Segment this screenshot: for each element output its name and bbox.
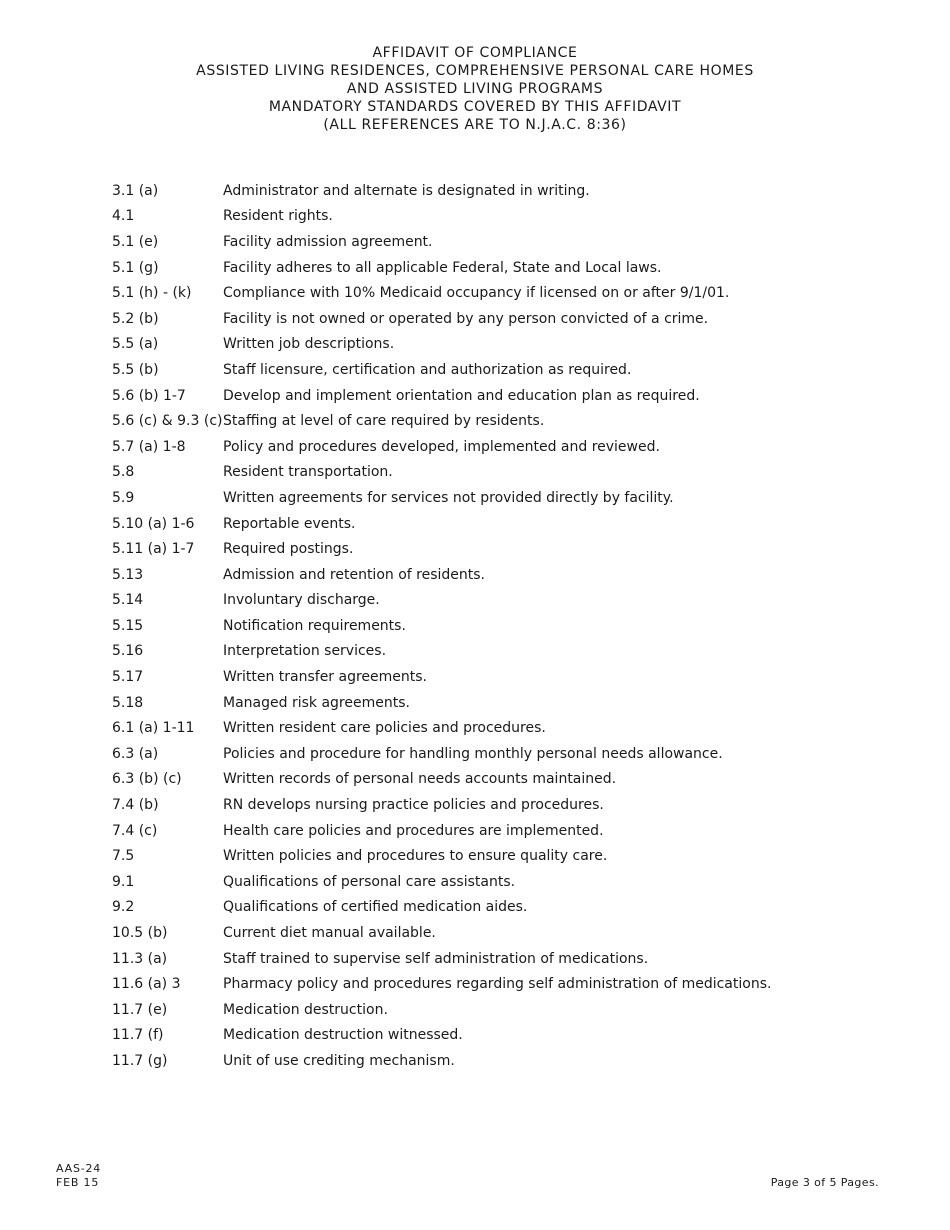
standard-reference: 5.1 (h) - (k): [112, 285, 192, 302]
standard-row: [112, 843, 832, 869]
standard-description: Written transfer agreements.: [223, 669, 428, 686]
standard-row: [112, 434, 832, 460]
standard-reference: 7.4 (b): [112, 797, 159, 814]
standard-row: [112, 332, 832, 358]
standard-reference: 5.10 (a) 1-6: [112, 515, 195, 532]
standard-description: Written policies and procedures to ensure quality care.: [223, 848, 608, 865]
standard-row: [112, 869, 832, 895]
standard-reference: 5.8: [112, 464, 135, 481]
standard-row: [112, 383, 832, 409]
standard-reference: 5.18: [112, 694, 144, 711]
standard-row: [112, 767, 832, 793]
form-date: FEB 15: [56, 1176, 100, 1189]
standard-reference: 5.17: [112, 669, 144, 686]
standard-reference: 5.7 (a) 1-8: [112, 438, 186, 455]
standard-description: Interpretation services.: [223, 643, 387, 660]
standard-reference: 9.2: [112, 899, 135, 916]
standard-row: [112, 229, 832, 255]
header-subtitle-line-3: MANDATORY STANDARDS COVERED BY THIS AFFIDAVIT: [268, 99, 682, 115]
standard-row: [112, 357, 832, 383]
standard-reference: 5.1 (e): [112, 233, 159, 250]
standard-reference: 5.11 (a) 1-7: [112, 541, 195, 558]
standard-description: Written records of personal needs accounts maintained.: [223, 771, 617, 788]
standard-reference: 5.9: [112, 489, 135, 506]
standard-row: [112, 639, 832, 665]
standard-description: Written job descriptions.: [223, 336, 395, 353]
standard-row: [112, 664, 832, 690]
standard-description: Staff trained to supervise self administration of medications.: [223, 950, 649, 967]
standard-row: [112, 485, 832, 511]
standard-description: Medication destruction witnessed.: [223, 1027, 463, 1044]
standard-row: [112, 588, 832, 614]
standard-description: Administrator and alternate is designated in writing.: [223, 182, 590, 199]
standard-row: [112, 715, 832, 741]
standard-description: Resident transportation.: [223, 464, 393, 481]
standard-reference: 5.1 (g): [112, 259, 159, 276]
standard-row: [112, 1048, 832, 1074]
standard-reference: 5.5 (b): [112, 361, 159, 378]
form-code: AAS-24: [56, 1162, 102, 1175]
standard-reference: 5.14: [112, 592, 144, 609]
standard-row: [112, 178, 832, 204]
standard-row: [112, 792, 832, 818]
standard-description: Staff licensure, certification and authorization as required.: [223, 361, 632, 378]
standard-row: [112, 204, 832, 230]
standard-row: [112, 895, 832, 921]
standard-description: Qualifications of certified medication aides.: [223, 899, 528, 916]
standard-row: [112, 280, 832, 306]
standard-description: Health care policies and procedures are implemented.: [223, 822, 604, 839]
standard-reference: 7.4 (c): [112, 822, 158, 839]
standard-reference: 5.2 (b): [112, 310, 159, 327]
standard-description: Managed risk agreements.: [223, 694, 410, 711]
standard-description: Written agreements for services not provided directly by facility.: [223, 489, 674, 506]
standard-row: [112, 920, 832, 946]
standard-description: Written resident care policies and procedures.: [223, 720, 546, 737]
standard-reference: 10.5 (b): [112, 925, 168, 942]
standard-description: Current diet manual available.: [223, 925, 436, 942]
standards-list: [112, 178, 832, 1074]
standard-description: Medication destruction.: [223, 1001, 388, 1018]
form-identifier: [56, 1162, 101, 1190]
standard-row: [112, 562, 832, 588]
standard-description: Resident rights.: [223, 208, 333, 225]
standard-row: [112, 460, 832, 486]
standard-description: Facility adheres to all applicable Federal, State and Local laws.: [223, 259, 662, 276]
standard-row: [112, 997, 832, 1023]
standard-description: Pharmacy policy and procedures regarding self administration of medications.: [223, 976, 772, 993]
standard-row: [112, 818, 832, 844]
standard-reference: 6.3 (a): [112, 745, 159, 762]
standard-reference: 5.5 (a): [112, 336, 159, 353]
standard-description: Compliance with 10% Medicaid occupancy if licensed on or after 9/1/01.: [223, 285, 730, 302]
standard-reference: 5.6 (b) 1-7: [112, 387, 186, 404]
standard-description: Notification requirements.: [223, 617, 406, 634]
standard-reference: 4.1: [112, 208, 135, 225]
standard-row: [112, 511, 832, 537]
standard-reference: 6.3 (b) (c): [112, 771, 182, 788]
standard-reference: 11.6 (a) 3: [112, 976, 181, 993]
standard-row: [112, 306, 832, 332]
document-header: [0, 44, 950, 134]
standard-row: [112, 255, 832, 281]
header-subtitle-line-2: AND ASSISTED LIVING PROGRAMS: [346, 81, 604, 97]
standard-description: Involuntary discharge.: [223, 592, 380, 609]
header-reference-note: (ALL REFERENCES ARE TO N.J.A.C. 8:36): [323, 117, 627, 133]
standard-reference: 5.16: [112, 643, 144, 660]
standard-description: Unit of use crediting mechanism.: [223, 1052, 455, 1069]
standard-reference: 5.6 (c) & 9.3 (c): [112, 413, 223, 430]
standard-row: [112, 971, 832, 997]
standard-row: [112, 741, 832, 767]
standard-description: Reportable events.: [223, 515, 356, 532]
standard-row: [112, 1023, 832, 1049]
standard-row: [112, 690, 832, 716]
standard-description: RN develops nursing practice policies and procedures.: [223, 797, 604, 814]
standard-description: Develop and implement orientation and education plan as required.: [223, 387, 700, 404]
standard-reference: 5.13: [112, 566, 144, 583]
standard-description: Policies and procedure for handling monthly personal needs allowance.: [223, 745, 723, 762]
standard-description: Facility admission agreement.: [223, 233, 433, 250]
standard-reference: 11.7 (f): [112, 1027, 164, 1044]
standard-description: Facility is not owned or operated by any person convicted of a crime.: [223, 310, 709, 327]
standard-reference: 11.7 (e): [112, 1001, 168, 1018]
standard-reference: 7.5: [112, 848, 135, 865]
standard-reference: 9.1: [112, 873, 135, 890]
standard-description: Qualifications of personal care assistants.: [223, 873, 516, 890]
standard-description: Required postings.: [223, 541, 354, 558]
standard-row: [112, 946, 832, 972]
standard-reference: 11.3 (a): [112, 950, 168, 967]
header-title: AFFIDAVIT OF COMPLIANCE: [372, 45, 578, 61]
standard-row: [112, 536, 832, 562]
page-number: Page 3 of 5 Pages.: [770, 1176, 879, 1189]
standard-reference: 6.1 (a) 1-11: [112, 720, 195, 737]
standard-reference: 11.7 (g): [112, 1052, 168, 1069]
header-subtitle-line-1: ASSISTED LIVING RESIDENCES, COMPREHENSIVE PERSONAL CARE HOMES: [196, 63, 754, 79]
standard-description: Staffing at level of care required by residents.: [223, 413, 545, 430]
standard-reference: 5.15: [112, 617, 144, 634]
standard-row: [112, 613, 832, 639]
standard-description: Policy and procedures developed, implemented and reviewed.: [223, 438, 660, 455]
standard-reference: 3.1 (a): [112, 182, 159, 199]
standard-description: Admission and retention of residents.: [223, 566, 486, 583]
standard-row: [112, 408, 832, 434]
